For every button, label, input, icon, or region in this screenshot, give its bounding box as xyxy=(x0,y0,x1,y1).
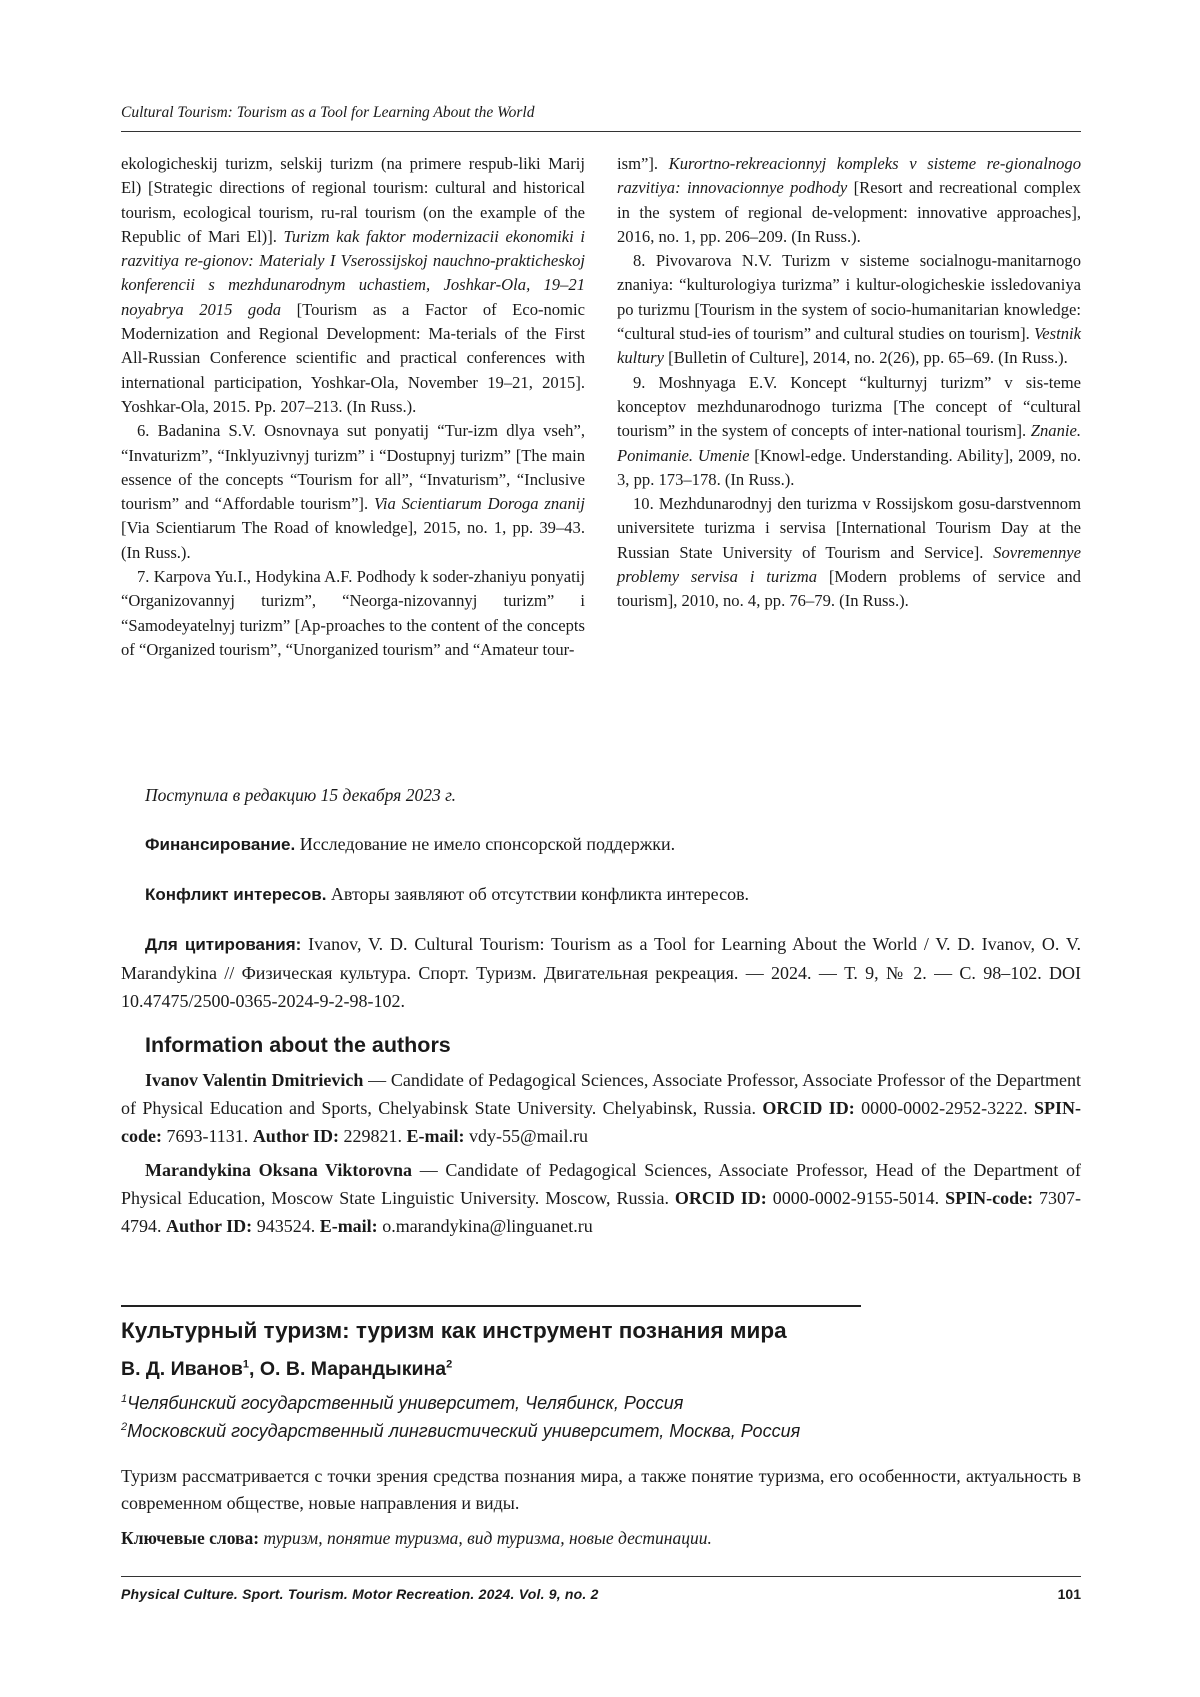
affiliation-text: Московский государственный лингвистический университет, Москва, Россия xyxy=(127,1421,801,1441)
received-date: Поступила в редакцию 15 декабря 2023 г. xyxy=(145,785,457,805)
footer-rule xyxy=(121,1576,1081,1577)
funding-text: Исследование не имело спонсорской поддержки. xyxy=(299,834,676,854)
affiliation-text: Челябинский государственный университет, Челябинск, Россия xyxy=(127,1393,684,1413)
conflict-text: Авторы заявляют об отсутствии конфликта интересов. xyxy=(330,884,750,904)
author-id-value: 229821. xyxy=(343,1126,402,1146)
reference-source-title: Via Scientiarum Doroga znanij xyxy=(373,494,585,514)
reference-6 xyxy=(121,419,585,565)
russian-keywords xyxy=(121,1528,712,1549)
funding-statement xyxy=(121,830,1081,859)
citation-statement xyxy=(121,930,1081,1015)
author-info-1 xyxy=(121,1066,1081,1150)
orcid-label: ORCID ID: xyxy=(674,1188,767,1208)
reference-text: 7. Karpova Yu.I., Hodykina A.F. Podhody k soder-zhaniyu ponyatij “Organizovannyj turizm”, “Neorga-nizovannyj turizm” i “Samodeyatelnyj turizm” [Ap-proaches to the content of the concepts of “Organized tourism”, “Unorganized tourism” and “Amateur tour- xyxy=(121,567,585,659)
affiliation-mark: 1 xyxy=(121,1393,128,1405)
reference-text-tail: [Bulletin of Culture], 2014, no. 2(26), pp. 65–69. (In Russ.). xyxy=(668,348,1068,368)
author-description: — Candidate of Pedagogical Sciences, Associate Professor, Head of the Department of Physical Education, Moscow State Linguistic University. Moscow, Russia. xyxy=(121,1160,1081,1208)
orcid-value: 0000-0002-2952-3222. xyxy=(861,1098,1028,1118)
citation-label: Для цитирования: xyxy=(145,935,302,954)
reference-7 xyxy=(121,565,585,662)
spin-value: 7307-4794. xyxy=(121,1188,1081,1236)
reference-source-title: Znanie. Ponimanie. Umenie xyxy=(617,421,1081,465)
authors-section-title: Information about the authors xyxy=(145,1033,451,1057)
author-id-label: Author ID: xyxy=(166,1216,253,1236)
reference-9 xyxy=(617,371,1081,492)
page-number: 101 xyxy=(1057,1586,1081,1602)
footer-journal-info: Physical Culture. Sport. Tourism. Motor Recreation. 2024. Vol. 9, no. 2 xyxy=(121,1586,599,1602)
reference-text: 6. Badanina S.V. Osnovnaya sut ponyatij “Tur-izm dlya vseh”, “Invaturizm”, “Inklyuzivnyj turizm” i “Dostupnyj turizm” [The main essence of the concepts “Tourism for all”, “Invaturism”, “Inclusive tourism” and “Affordable tourism”]. xyxy=(121,421,585,514)
author-info-2 xyxy=(121,1156,1081,1240)
header-rule xyxy=(121,131,1081,132)
section-divider xyxy=(121,1305,861,1307)
reference-text: 8. Pivovarova N.V. Turizm v sisteme socialnogu-manitarnogo znaniya: “kulturologiya turizma” i kultur-ologicheskie issledovaniya po turizmu [Tourism in the system of socio-humanitarian knowledge: “cultural stud-ies of tourism” and cultural studies on tourism]. xyxy=(617,251,1081,344)
email-link[interactable]: o.marandykina@linguanet.ru xyxy=(382,1216,593,1236)
reference-source-title: Turizm kak faktor modernizacii ekonomiki i razvitiya re-gionov: Materialy I Vserossijskoj nauchno-prakticheskoj konferencii s mezhdunarodnym uchastiem, Joshkar-Ola, 19–21 noyabrya 2015 goda xyxy=(121,226,585,319)
affiliation-1 xyxy=(121,1393,683,1414)
author-name: Ivanov Valentin Dmitrievich xyxy=(145,1070,364,1090)
email-label: E-mail: xyxy=(406,1126,465,1146)
reference-text-tail: [Tourism as a Factor of Eco-nomic Modernization and Regional Development: Ma-terials of the First All-Russian Conference scientific and practical conferences with international participation, Yoshkar-Ola, November 19–21, 2015]. Yoshkar-Ola, 2015. Pp. 207–213. (In Russ.). xyxy=(121,299,585,416)
author-name-ru: О. В. Марандыкина xyxy=(259,1358,447,1380)
spin-label: SPIN-code: xyxy=(121,1098,1082,1146)
reference-text: ekologicheskij turizm, selskij turizm (na primere respub-liki Marij El) [Strategic directions of regional tourism: cultural and historical tourism, ecological tourism, ru-ral tourism (on the example of the Republic of Mari El)]. xyxy=(121,154,585,246)
reference-text: 9. Moshnyaga E.V. Koncept “kulturnyj turizm” v sis-teme konceptov mezhdunarodnogo turizma [The concept of “cultural tourism” in the system of concepts of inter-national tourism]. xyxy=(617,372,1081,441)
running-head: Cultural Tourism: Tourism as a Tool for Learning About the World xyxy=(121,104,535,121)
keywords-text: туризм, понятие туризма, вид туризма, новые дестинации. xyxy=(263,1528,712,1548)
author-id-value: 943524. xyxy=(256,1216,316,1236)
author-separator: , xyxy=(249,1358,260,1380)
orcid-label: ORCID ID: xyxy=(762,1098,855,1118)
reference-text-tail: [Knowl-edge. Understanding. Ability], 2009, no. 3, pp. 173–178. (In Russ.). xyxy=(617,445,1081,489)
reference-text-tail: [Resort and recreational complex in the system of regional de-velopment: innovative approaches], 2016, no. 1, pp. 206–209. (In Russ.). xyxy=(617,178,1081,246)
reference-7-continued xyxy=(617,152,1081,249)
author-name: Marandykina Oksana Viktorovna xyxy=(145,1160,413,1180)
reference-text: ism”]. xyxy=(617,154,659,173)
references-right-column xyxy=(617,152,1081,614)
affiliation-mark: 1 xyxy=(242,1358,250,1371)
reference-source-title: Vestnik kultury xyxy=(617,324,1081,368)
orcid-value: 0000-0002-9155-5014. xyxy=(772,1188,940,1208)
conflict-label: Конфликт интересов. xyxy=(145,885,327,904)
reference-5-continued xyxy=(121,152,585,419)
conflict-statement xyxy=(121,880,1081,909)
spin-label: SPIN-code: xyxy=(945,1188,1034,1208)
russian-authors xyxy=(121,1358,452,1381)
reference-source-title: Kurortno-rekreacionnyj kompleks v sisteme re-gionalnogo razvitiya: innovacionnye podhody xyxy=(617,154,1081,198)
affiliation-mark: 2 xyxy=(446,1358,453,1371)
reference-8 xyxy=(617,249,1081,370)
references-left-column xyxy=(121,152,585,662)
keywords-label: Ключевые слова: xyxy=(121,1528,260,1548)
reference-10 xyxy=(617,492,1081,613)
author-id-label: Author ID: xyxy=(252,1126,339,1146)
reference-text: 10. Mezhdunarodnyj den turizma v Rossijskom gosu-darstvennom universitete turizma i servisa [International Tourism Day at the Russian State University of Tourism and Service]. xyxy=(617,494,1081,562)
author-name-ru: В. Д. Иванов xyxy=(121,1358,243,1380)
russian-abstract: Туризм рассматривается с точки зрения средства познания мира, а также понятие туризма, его особенности, актуальность в современном обществе, новые направления и виды. xyxy=(121,1466,1081,1513)
affiliation-2 xyxy=(121,1421,800,1442)
citation-text: Ivanov, V. D. Cultural Tourism: Tourism as a Tool for Learning About the World / V. D. Ivanov, O. V. Marandykina // Физическая культура. Спорт. Туризм. Двигательная рекреация. — 2024. — Т. 9, № 2. — С. 98–102. DOI 10.47475/2500-0365-2024-9-2-98-102. xyxy=(121,934,1082,1011)
spin-value: 7693-1131. xyxy=(166,1126,249,1146)
reference-text-tail: [Via Scientiarum The Road of knowledge], 2015, no. 1, pp. 39–43. (In Russ.). xyxy=(121,518,585,562)
email-label: E-mail: xyxy=(319,1216,378,1236)
email-link[interactable]: vdy-55@mail.ru xyxy=(469,1126,589,1146)
reference-text-tail: [Modern problems of service and tourism], 2010, no. 4, pp. 76–79. (In Russ.). xyxy=(617,567,1081,611)
russian-article-title: Культурный туризм: туризм как инструмент познания мира xyxy=(121,1318,787,1343)
funding-label: Финансирование. xyxy=(145,835,296,854)
reference-source-title: Sovremennye problemy servisa i turizma xyxy=(617,542,1081,587)
author-description: — Candidate of Pedagogical Sciences, Associate Professor, Associate Professor of the Department of Physical Education and Sports, Chelyabinsk State University. Chelyabinsk, Russia. xyxy=(121,1070,1082,1118)
affiliation-mark: 2 xyxy=(121,1421,128,1433)
